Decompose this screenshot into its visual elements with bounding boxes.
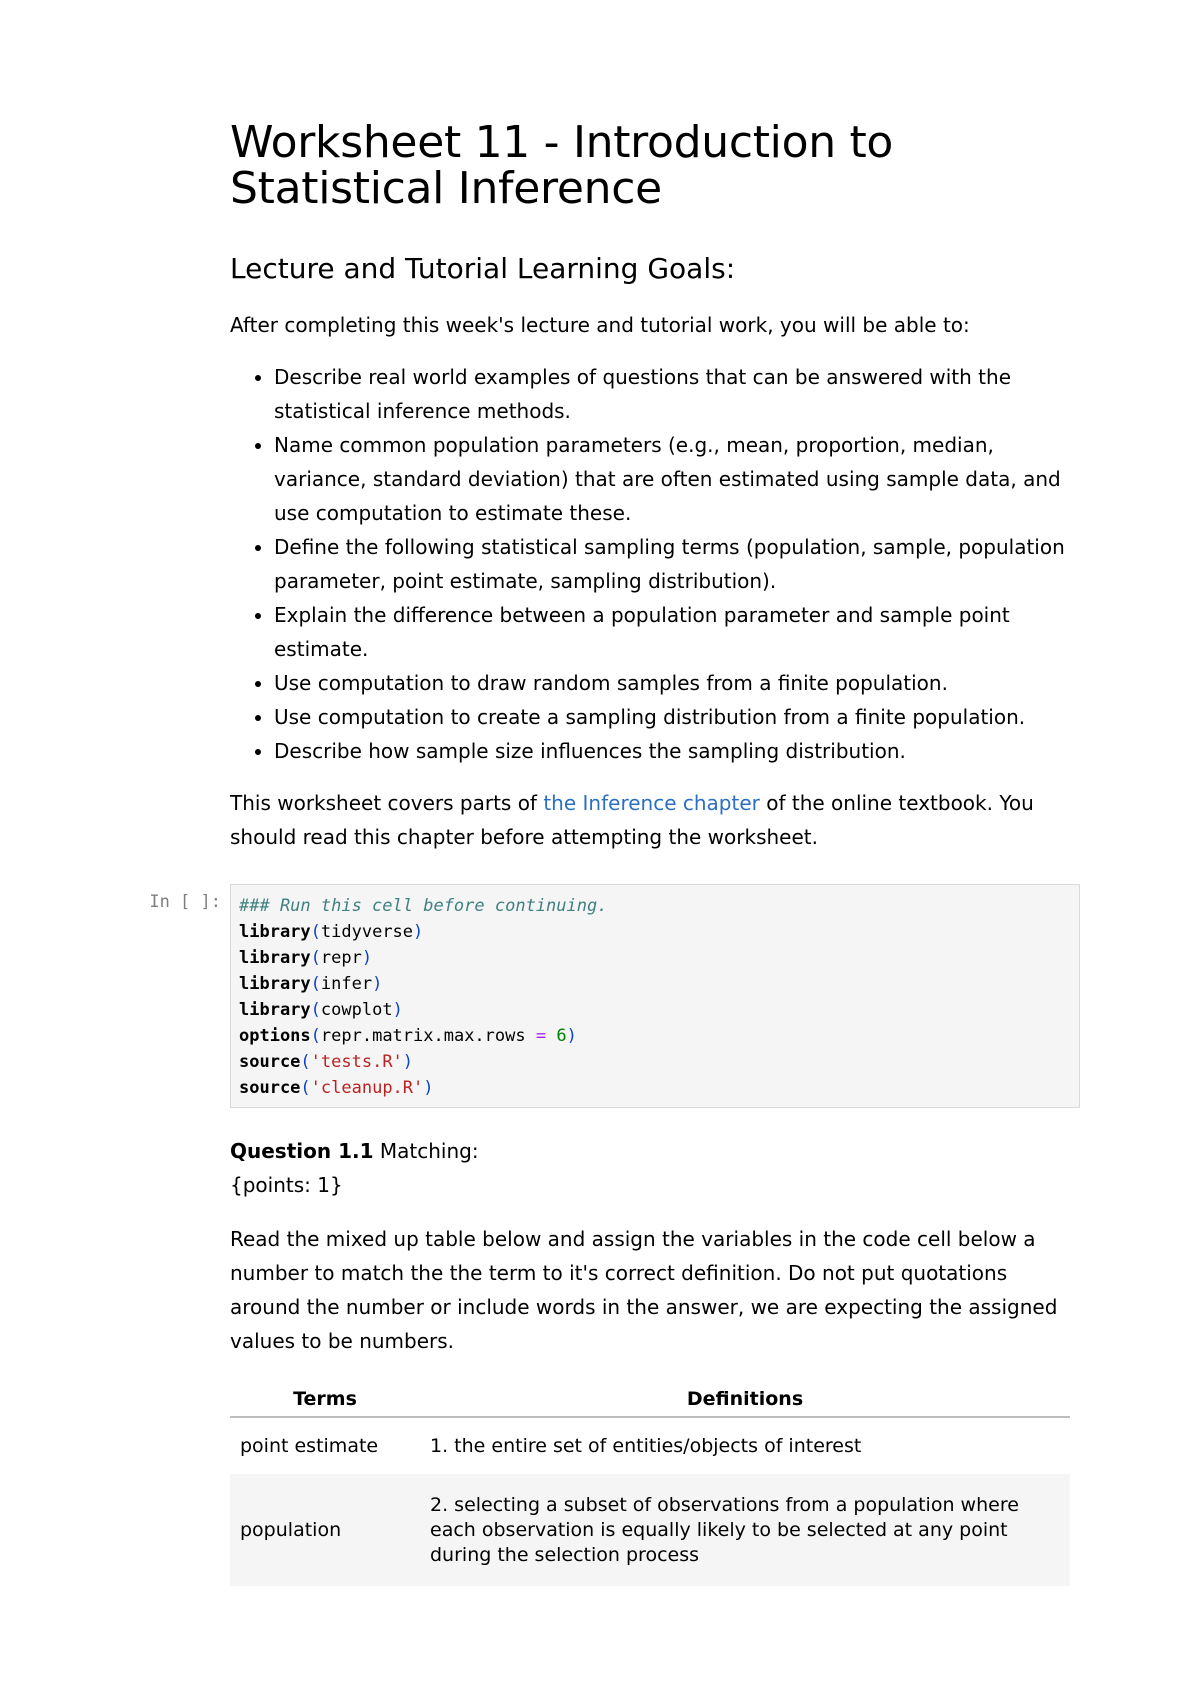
code-fn: library: [239, 1000, 311, 1020]
cell-prompt: In [ ]:: [149, 892, 221, 912]
options-value: 6: [556, 1026, 567, 1046]
goal-item: • Describe real world examples of questions that can be answered with the statistical inference methods.: [274, 360, 1080, 428]
table-header-definitions: Definitions: [420, 1380, 1070, 1417]
reading-note: [230, 786, 1080, 854]
reading-text-after: of the online textbook. You should read this chapter before attempting the worksheet.: [230, 791, 1034, 849]
reading-text-before: This worksheet covers parts of: [230, 791, 544, 815]
question-points: {points: 1}: [230, 1173, 343, 1197]
source-file: 'cleanup.R': [310, 1078, 424, 1098]
goal-item: • Describe how sample size influences the sampling distribution.: [274, 734, 1080, 768]
goal-item: • Use computation to create a sampling distribution from a finite population.: [274, 700, 1080, 734]
question-heading: [230, 1134, 1080, 1168]
library-name: infer: [320, 974, 373, 994]
options-arg: repr.matrix.max.rows: [320, 1026, 526, 1046]
goals-heading: Lecture and Tutorial Learning Goals:: [230, 252, 736, 285]
code-editor[interactable]: ### Run this cell before continuing. library(tidyverse) library(repr) library(infer) library(cowplot) options(repr.matrix.max.rows = 6) source('tests.R') source('cleanup.R'): [230, 884, 1080, 1108]
library-name: cowplot: [320, 1000, 393, 1020]
code-operator: =: [535, 1026, 547, 1046]
question-type: Matching:: [379, 1139, 479, 1163]
intro-text: After completing this week's lecture and tutorial work, you will be able to:: [230, 313, 970, 337]
goals-list: [230, 360, 1080, 768]
table-header-row: [230, 1380, 1070, 1417]
definition-cell: 2. selecting a subset of observations from a population where each observation is equally likely to be selected at any point during the selection process: [420, 1474, 1070, 1586]
question-instructions: Read the mixed up table below and assign the variables in the code cell below a number to match the the term to it's correct definition. Do not put quotations around the number or include words in the answer, we are expecting the assigned values to be numbers.: [230, 1227, 1058, 1353]
inference-chapter-link[interactable]: the Inference chapter: [543, 791, 760, 815]
goal-item: • Name common population parameters (e.g., mean, proportion, median, variance, standard deviation) that are often estimated using sample data, and use computation to estimate these.: [274, 428, 1080, 530]
notebook-page: [149, 117, 1080, 1586]
term-cell: point estimate: [240, 1434, 379, 1457]
definition-cell: 1. the entire set of entities/objects of interest: [430, 1434, 862, 1457]
code-fn: source: [239, 1052, 301, 1072]
table-row: [230, 1417, 1070, 1474]
code-cell[interactable]: [149, 884, 1080, 1108]
library-name: tidyverse: [320, 922, 414, 942]
term-cell: population: [230, 1474, 420, 1586]
code-comment: ### Run this cell before continuing.: [239, 896, 608, 916]
source-file: 'tests.R': [310, 1052, 403, 1072]
question-label: Question 1.1: [230, 1139, 374, 1163]
code-fn: library: [239, 974, 311, 994]
definitions-table: [230, 1380, 1070, 1586]
code-fn: source: [239, 1078, 301, 1098]
code-fn: library: [239, 948, 311, 968]
goal-item: • Explain the difference between a population parameter and sample point estimate.: [274, 598, 1080, 666]
page-title: Worksheet 11 - Introduction to Statistical Inference: [230, 117, 894, 214]
code-fn: options: [239, 1026, 311, 1046]
goal-item: • Use computation to draw random samples from a finite population.: [274, 666, 1080, 700]
library-name: repr: [320, 948, 362, 968]
table-row: [230, 1474, 1070, 1586]
goal-item: • Define the following statistical sampling terms (population, sample, population parameter, point estimate, sampling distribution).: [274, 530, 1080, 598]
code-fn: library: [239, 922, 311, 942]
table-header-terms: Terms: [230, 1380, 420, 1417]
